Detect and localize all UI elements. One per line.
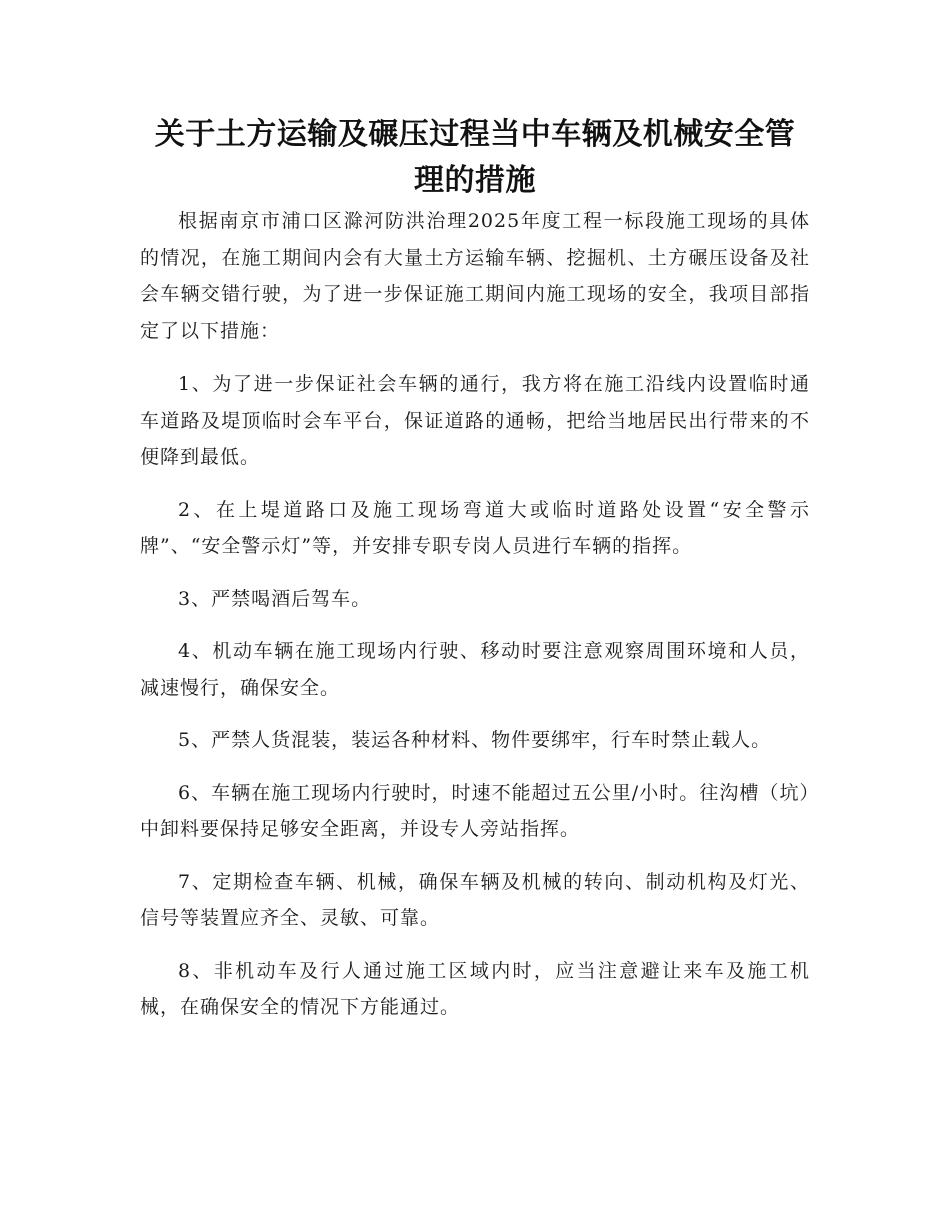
measure-item-4: 4、机动车辆在施工现场内行驶、移动时要注意观察周围环境和人员，减速慢行，确保安全。 <box>140 640 810 699</box>
measure-item-5: 5、严禁人货混装，装运各种材料、物件要绑牢，行车时禁止载人。 <box>178 729 772 751</box>
measure-item-6: 6、车辆在施工现场内行驶时，时速不能超过五公里/小时。往沟槽（坑）中卸料要保持足够安全距离，并设专人旁站指挥。 <box>140 781 810 840</box>
measure-item-8: 8、非机动车及行人通过施工区域内时，应当注意避让来车及施工机械，在确保安全的情况下方能通过。 <box>140 959 810 1018</box>
document-body <box>140 203 810 1042</box>
measure-item-1: 1、为了进一步保证社会车辆的通行，我方将在施工沿线内设置临时通车道路及堤顶临时会车平台，保证道路的通畅，把给当地居民出行带来的不便降到最低。 <box>140 373 810 468</box>
intro-paragraph: 根据南京市浦口区滁河防洪治理2025年度工程一标段施工现场的具体的情况，在施工期间内会有大量土方运输车辆、挖掘机、土方碾压设备及社会车辆交错行驶，为了进一步保证施工期间内施工现场的安全，我项目部指定了以下措施： <box>140 210 810 342</box>
measure-item-2: 2、在上堤道路口及施工现场弯道大或临时道路处设置“安全警示牌”、“安全警示灯”等，并安排专职专岗人员进行车辆的指挥。 <box>140 498 810 557</box>
measure-item-7: 7、定期检查车辆、机械，确保车辆及机械的转向、制动机构及灯光、信号等装置应齐全、灵敏、可靠。 <box>140 870 810 929</box>
measure-item-3: 3、严禁喝酒后驾车。 <box>178 587 372 610</box>
document-title: 关于土方运输及碾压过程当中车辆及机械安全管理的措施 <box>154 117 796 198</box>
